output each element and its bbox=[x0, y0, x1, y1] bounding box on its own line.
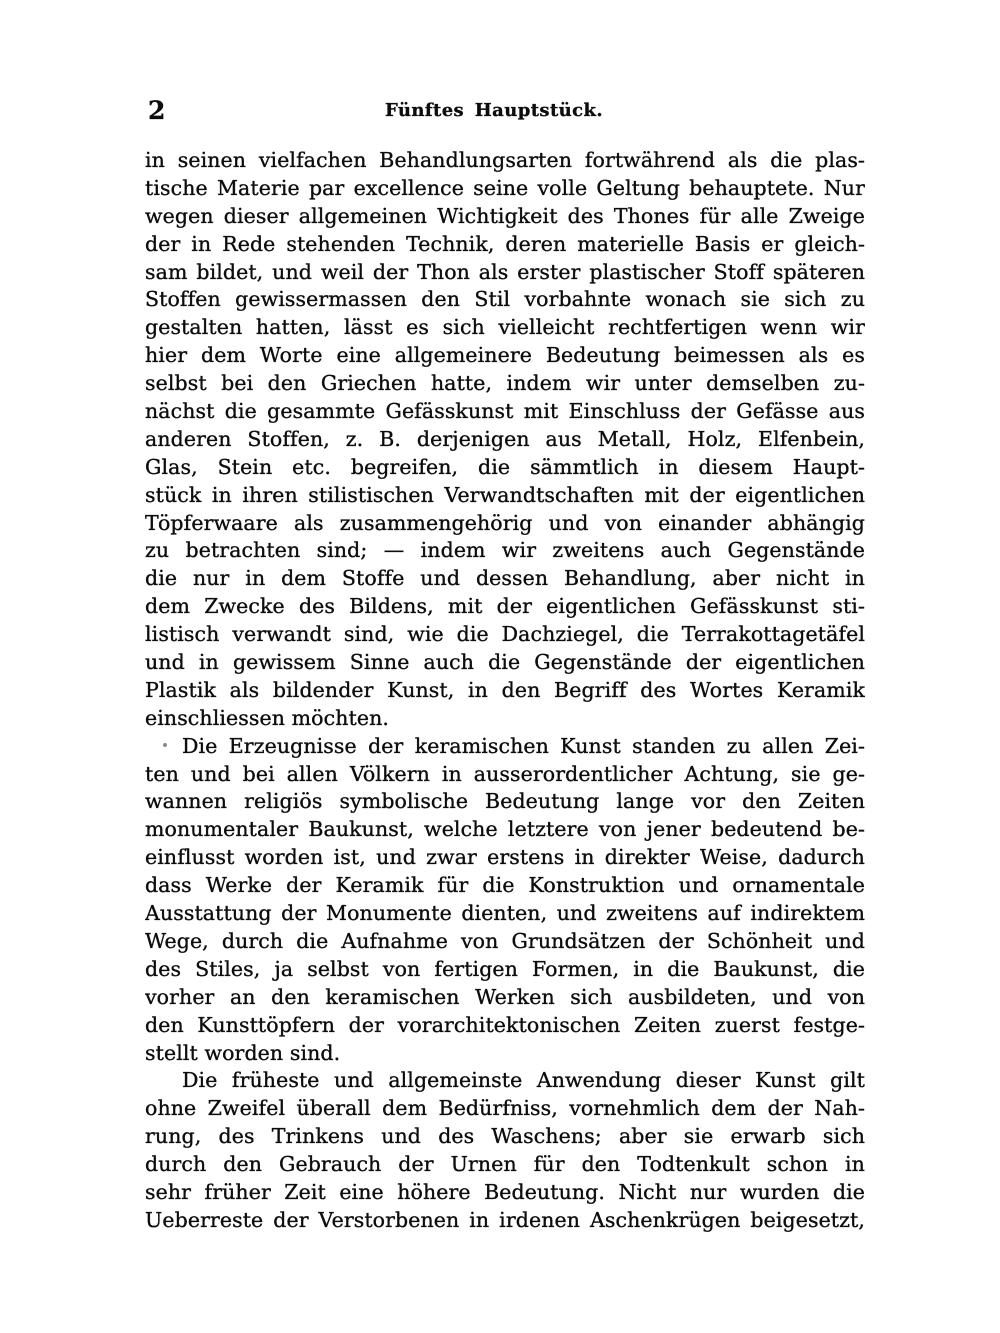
text-line: hier dem Worte eine allgemeinere Bedeutung beimessen als es bbox=[145, 343, 865, 368]
text-line: zu betrachten sind; — indem wir zweitens auch Gegenstände bbox=[145, 538, 865, 563]
text-line: der in Rede stehenden Technik, deren materielle Basis er gleich- bbox=[145, 231, 865, 256]
text-line: den Kunsttöpfern der vorarchitektonischen Zeiten zuerst festge- bbox=[145, 1012, 865, 1037]
running-header bbox=[0, 96, 1000, 126]
paragraph bbox=[145, 733, 865, 1068]
text-line: listisch verwandt sind, wie die Dachziegel, die Terrakottagetäfel bbox=[145, 622, 865, 647]
text-line: anderen Stoffen, z. B. derjenigen aus Metall, Holz, Elfenbein, bbox=[145, 426, 865, 451]
text-line: dem Zwecke des Bildens, mit der eigentlichen Gefässkunst sti- bbox=[145, 594, 865, 619]
text-line: Ueberreste der Verstorbenen in irdenen Aschenkrügen beigesetzt, bbox=[145, 1207, 865, 1232]
text-line: monumentaler Baukunst, welche letztere von jener bedeutend be- bbox=[145, 817, 865, 842]
text-line: Glas, Stein etc. begreifen, die sämmtlich in diesem Haupt- bbox=[145, 454, 865, 479]
text-line: gestalten hatten, lässt es sich vielleicht rechtfertigen wenn wir bbox=[145, 315, 865, 340]
text-line: tische Materie par excellence seine volle Geltung behauptete. Nur bbox=[145, 175, 865, 200]
text-line: stellt worden sind. bbox=[145, 1040, 341, 1065]
text-line: ten und bei allen Völkern in ausserordentlicher Achtung, sie ge- bbox=[145, 761, 865, 786]
text-line: stück in ihren stilistischen Verwandtschaften mit der eigentlichen bbox=[145, 482, 865, 507]
text-line: wannen religiös symbolische Bedeutung lange vor den Zeiten bbox=[145, 789, 865, 814]
text-line: durch den Gebrauch der Urnen für den Todtenkult schon in bbox=[145, 1152, 865, 1177]
text-line: Stoffen gewissermassen den Stil vorbahnte wonach sie sich zu bbox=[145, 287, 865, 312]
page-number: 2 bbox=[148, 96, 166, 125]
text-line: Ausstattung der Monumente dienten, und zweitens auf indirektem bbox=[145, 901, 865, 926]
text-line: ohne Zweifel überall dem Bedürfniss, vornehmlich dem der Nah- bbox=[145, 1096, 865, 1121]
text-line: einschliessen möchten. bbox=[145, 705, 389, 730]
text-line: vorher an den keramischen Werken sich ausbildeten, und von bbox=[145, 984, 865, 1009]
text-line: sam bildet, und weil der Thon als erster plastischer Stoff späteren bbox=[145, 259, 865, 284]
paragraph bbox=[145, 147, 865, 733]
text-line: nächst die gesammte Gefässkunst mit Einschluss der Gefässe aus bbox=[145, 399, 865, 424]
text-line: rung, des Trinkens und des Waschens; aber sie erwarb sich bbox=[145, 1124, 865, 1149]
text-line: dass Werke der Keramik für die Konstruktion und ornamentale bbox=[145, 873, 865, 898]
text-line: des Stiles, ja selbst von fertigen Formen, in die Baukunst, die bbox=[145, 956, 865, 981]
chapter-running-title: Fünftes Hauptstück. bbox=[385, 100, 604, 121]
text-line: die nur in dem Stoffe und dessen Behandlung, aber nicht in bbox=[145, 566, 865, 591]
text-line: selbst bei den Griechen hatte, indem wir unter demselben zu- bbox=[145, 371, 865, 396]
text-line: Wege, durch die Aufnahme von Grundsätzen der Schönheit und bbox=[145, 928, 865, 953]
text-line: Die früheste und allgemeinste Anwendung dieser Kunst gilt bbox=[182, 1068, 865, 1093]
text-block bbox=[145, 147, 865, 1235]
text-line: Die Erzeugnisse der keramischen Kunst standen zu allen Zei- bbox=[182, 733, 865, 758]
text-line: und in gewissem Sinne auch die Gegenstände der eigentlichen bbox=[145, 650, 865, 675]
paragraph bbox=[145, 1067, 865, 1234]
text-line: sehr früher Zeit eine höhere Bedeutung. Nicht nur wurden die bbox=[145, 1179, 865, 1204]
text-line: einflusst worden ist, und zwar erstens in direkter Weise, dadurch bbox=[145, 845, 865, 870]
text-line: wegen dieser allgemeinen Wichtigkeit des Thones für alle Zweige bbox=[145, 203, 865, 228]
text-line: Plastik als bildender Kunst, in den Begriff des Wortes Keramik bbox=[145, 677, 865, 702]
text-line: Töpferwaare als zusammengehörig und von einander abhängig bbox=[145, 510, 865, 535]
ink-speck bbox=[163, 743, 167, 747]
text-line: in seinen vielfachen Behandlungsarten fortwährend als die plas- bbox=[145, 148, 865, 172]
